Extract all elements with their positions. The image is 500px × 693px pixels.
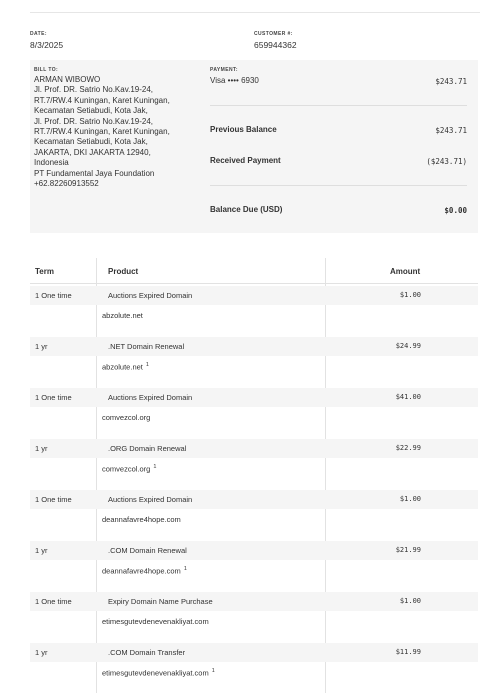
row-term: 1 One time: [35, 597, 72, 606]
customer-number-label: CUSTOMER #:: [254, 31, 293, 37]
balance-due-label: Balance Due (USD): [210, 205, 283, 214]
bill-to-line: Jl. Prof. DR. Satrio No.Kav.19-24,: [34, 85, 154, 95]
table-row: [30, 286, 478, 337]
row-product: Expiry Domain Name Purchase: [108, 597, 213, 606]
row-product: .COM Domain Transfer: [108, 648, 186, 657]
balance-due-value: $0.00: [444, 206, 467, 215]
previous-balance-label: Previous Balance: [210, 125, 277, 134]
top-divider: [30, 12, 480, 13]
row-product: .COM Domain Renewal: [108, 546, 187, 555]
bill-to-line: RT.7/RW.4 Kuningan, Karet Kuningan,: [34, 95, 170, 105]
payment-method-amount: $243.71: [435, 77, 467, 86]
date-value: 8/3/2025: [30, 40, 64, 50]
table-row: [30, 388, 478, 439]
date-label: DATE:: [30, 31, 47, 37]
row-amount: $24.99: [395, 342, 421, 350]
payment-label: PAYMENT:: [210, 67, 238, 73]
header-term: Term: [35, 267, 54, 276]
bill-to-label: BILL TO:: [34, 67, 59, 73]
domain-name: comvezcol.org: [102, 413, 151, 422]
row-product: .NET Domain Renewal: [108, 342, 185, 351]
bill-to-line: JAKARTA, DKI JAKARTA 12940,: [34, 147, 151, 157]
bill-to-line: Kecamatan Setiabudi, Kota Jak,: [34, 137, 148, 147]
domain-name: etimesgutevdenevenakliyat.com: [102, 668, 209, 678]
bill-to-line: +62.82260913552: [34, 179, 99, 189]
row-domain: [102, 617, 209, 626]
footnote-marker: 1: [153, 464, 157, 470]
bill-to-address: [34, 75, 210, 189]
footnote-marker: 1: [145, 362, 149, 368]
row-amount: $41.00: [395, 393, 421, 401]
table-row: [30, 337, 478, 388]
row-term: 1 One time: [35, 393, 72, 402]
row-term: 1 One time: [35, 495, 72, 504]
row-amount: $22.99: [395, 444, 421, 452]
row-term: 1 yr: [35, 648, 48, 657]
customer-number-value: 659944362: [254, 40, 297, 50]
bill-to-line: Jl. Prof. DR. Satrio No.Kav.19-24,: [34, 116, 154, 126]
footnote-marker: 1: [211, 668, 215, 674]
table-row: [30, 592, 478, 643]
row-domain: [102, 362, 149, 372]
row-domain: [102, 668, 215, 678]
row-product: Auctions Expired Domain: [108, 393, 193, 402]
row-product: .ORG Domain Renewal: [108, 444, 187, 453]
table-row: [30, 541, 478, 592]
domain-name: abzolute.net: [102, 311, 143, 320]
domain-name: etimesgutevdenevenakliyat.com: [102, 617, 209, 626]
row-domain: [102, 464, 156, 474]
payment-method: Visa •••• 6930: [210, 76, 259, 85]
row-product: Auctions Expired Domain: [108, 291, 193, 300]
previous-balance-value: $243.71: [435, 126, 467, 135]
row-amount: $11.99: [395, 648, 421, 656]
row-amount: $21.99: [395, 546, 421, 554]
table-row: [30, 439, 478, 490]
bill-to-line: RT.7/RW.4 Kuningan, Karet Kuningan,: [34, 127, 170, 137]
row-term: 1 yr: [35, 546, 48, 555]
bill-to-line: PT Fundamental Jaya Foundation: [34, 168, 155, 178]
domain-name: deannafavre4hope.com: [102, 515, 181, 524]
domain-name: deannafavre4hope.com: [102, 566, 181, 576]
domain-name: abzolute.net: [102, 362, 143, 372]
table-row: [30, 643, 478, 693]
row-domain: [102, 413, 150, 422]
table-row: [30, 490, 478, 541]
row-term: 1 yr: [35, 342, 48, 351]
row-term: 1 One time: [35, 291, 72, 300]
row-term: 1 yr: [35, 444, 48, 453]
footnote-marker: 1: [183, 566, 187, 572]
row-amount: $1.00: [399, 495, 421, 503]
bill-to-line: Indonesia: [34, 158, 69, 168]
row-amount: $1.00: [399, 291, 421, 299]
bill-to-line: Kecamatan Setiabudi, Kota Jak,: [34, 106, 148, 116]
row-domain: [102, 566, 187, 576]
row-domain: [102, 515, 181, 524]
domain-name: comvezcol.org: [102, 464, 151, 474]
row-domain: [102, 311, 143, 320]
header-amount: Amount: [390, 267, 421, 276]
header-product: Product: [108, 267, 139, 276]
row-amount: $1.00: [399, 597, 421, 605]
table-header: [30, 258, 478, 284]
received-payment-label: Received Payment: [210, 156, 281, 165]
divider: [210, 185, 467, 186]
billing-summary-box: [30, 60, 478, 233]
row-product: Auctions Expired Domain: [108, 495, 193, 504]
bill-to-line: ARMAN WIBOWO: [34, 75, 101, 84]
divider: [210, 105, 467, 106]
received-payment-value: ($243.71): [426, 157, 467, 166]
